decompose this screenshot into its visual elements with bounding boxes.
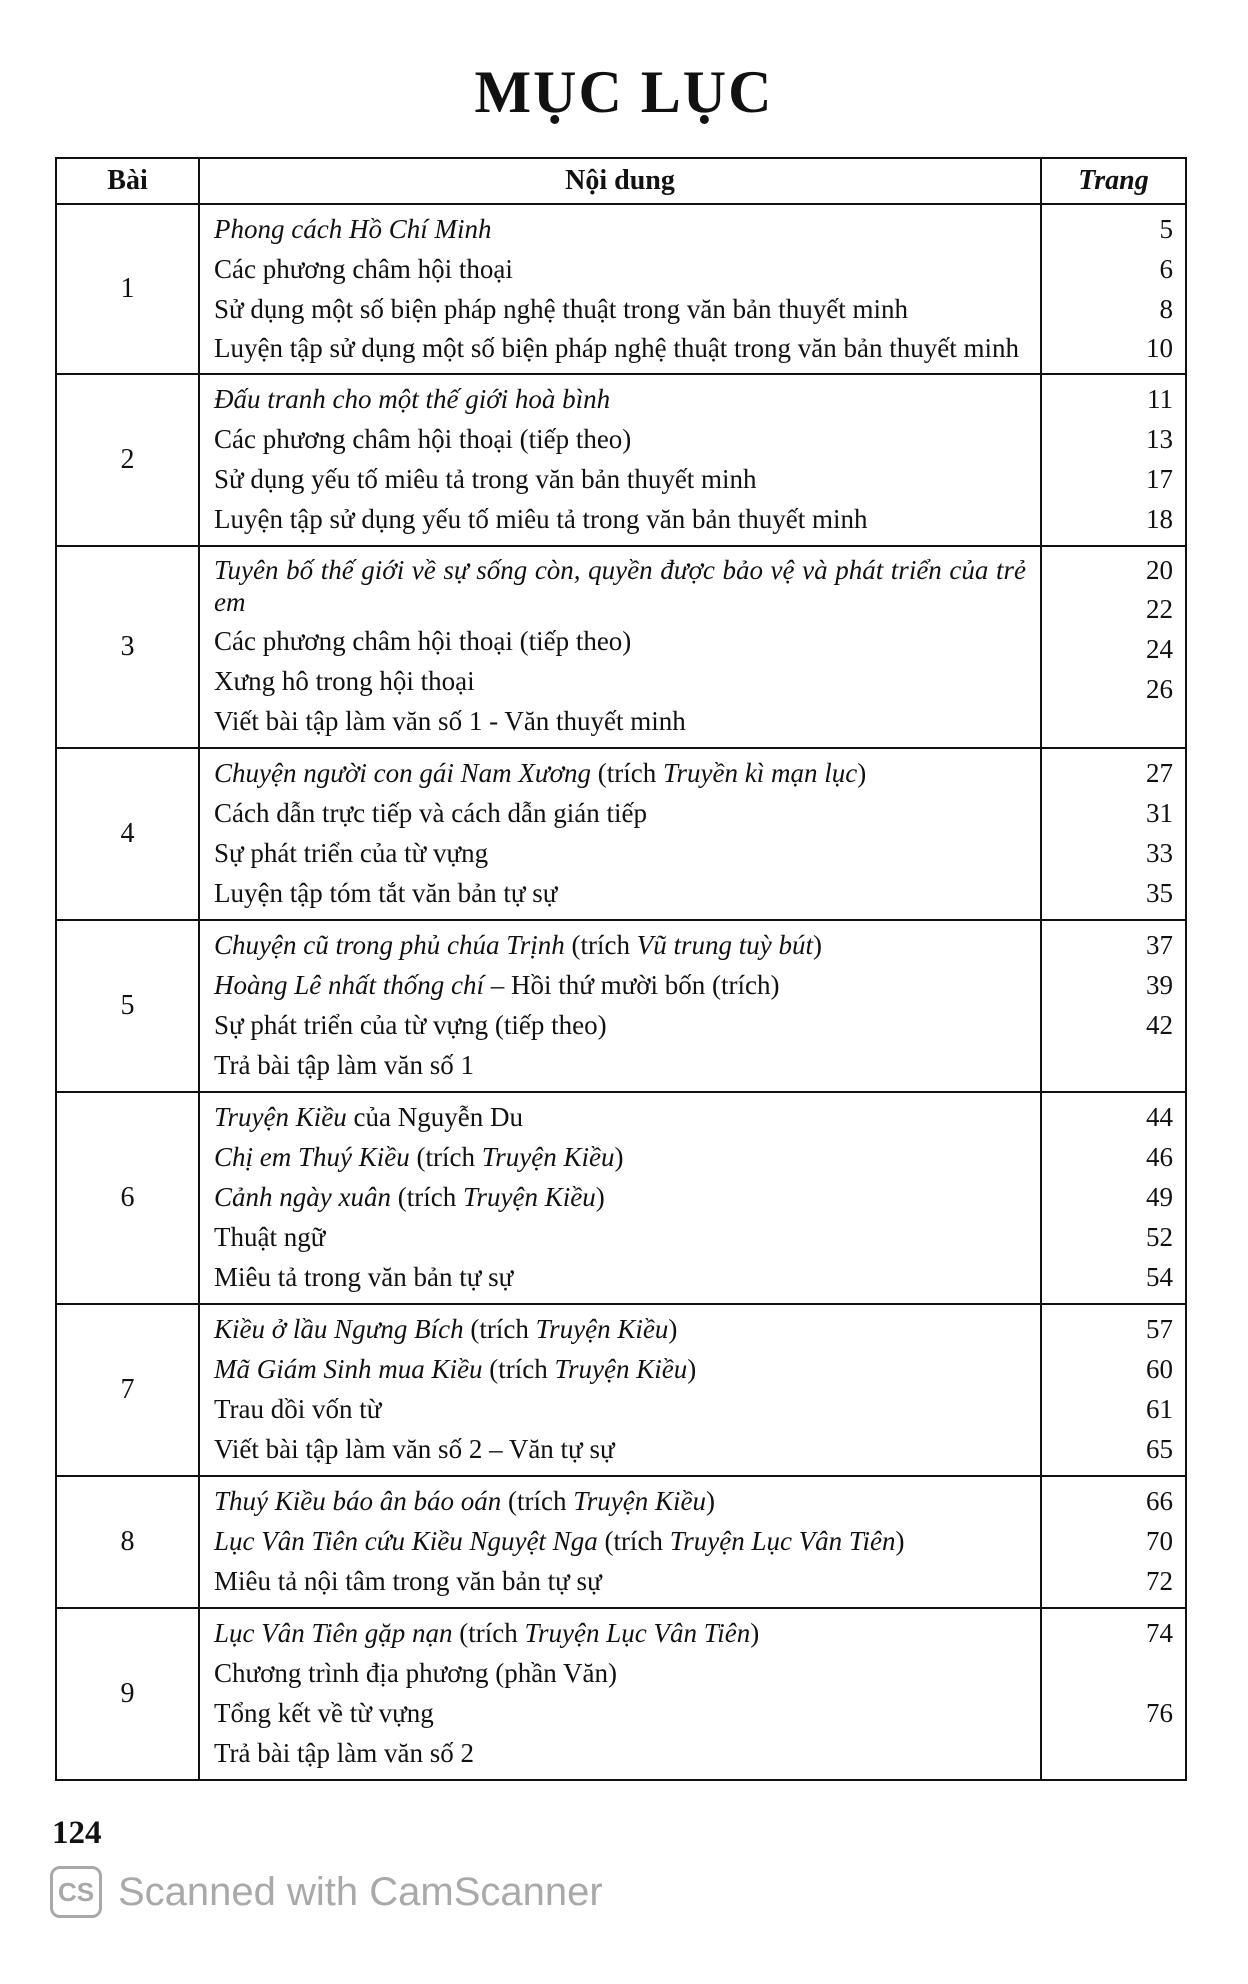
header-row [56,158,1186,204]
toc-entry [214,1561,1026,1601]
entry-text: Trả bài tập làm văn số 2 [214,1738,474,1768]
watermark-text: Scanned with CamScanner [118,1869,603,1914]
toc-entry [214,1653,1026,1693]
entry-text: Luyện tập tóm tắt văn bản tự sự [214,878,558,908]
toc-entry [214,701,1026,741]
entry-text: Sự phát triển của từ vựng (tiếp theo) [214,1010,607,1040]
entry-title-italic: Cảnh ngày xuân [214,1182,391,1212]
page-ref: 54 [1146,1262,1173,1292]
page-ref: 33 [1146,838,1173,868]
toc-entry [214,379,1026,419]
lesson-row [56,1608,1186,1780]
lesson-row [56,204,1186,374]
page-ref: 27 [1146,758,1173,788]
page-ref: 42 [1146,1010,1173,1040]
lesson-pages [1041,920,1186,1092]
page-ref: 44 [1146,1102,1173,1132]
entry-title-italic: Phong cách Hồ Chí Minh [214,214,492,244]
entry-text: (trích [501,1486,574,1516]
entry-title-italic: Lục Vân Tiên gặp nạn [214,1618,453,1648]
entry-title-italic: Truyện Lục Vân Tiên [669,1526,896,1556]
page-ref: 61 [1146,1394,1173,1424]
lesson-row [56,1476,1186,1608]
entry-text: Sử dụng một số biện pháp nghệ thuật trong văn bản thuyết minh [214,294,909,324]
entry-text: Tổng kết về từ vựng [214,1698,434,1728]
entry-title-italic: Truyện Kiều [214,1102,347,1132]
lesson-number: 7 [56,1304,199,1476]
toc-entry [214,1005,1026,1045]
header-bai: Bài [56,158,199,204]
entry-text: (trích [409,1142,482,1172]
toc-entry [214,1733,1026,1773]
lesson-row [56,374,1186,546]
lesson-row [56,920,1186,1092]
entry-title-italic: Chuyện cũ trong phủ chúa Trịnh [214,930,565,960]
entry-title-italic: Mã Giám Sinh mua Kiều [214,1354,483,1384]
toc-entry [214,419,1026,459]
lesson-content [199,1092,1041,1304]
page-ref [1046,1653,1173,1693]
entry-text: Xưng hô trong hội thoại [214,666,475,696]
page-ref: 31 [1146,798,1173,828]
entry-text: ) [614,1142,624,1172]
toc-entry [214,1097,1026,1137]
toc-entry [214,551,1026,621]
page-ref: 57 [1146,1314,1173,1344]
toc-entry [214,873,1026,913]
toc-entry [214,965,1026,1005]
page-ref: 39 [1146,970,1173,1000]
page-ref: 6 [1159,254,1173,284]
page-ref: 13 [1146,424,1173,454]
entry-text: ) [812,930,822,960]
toc-entry [214,329,1026,367]
entry-title-italic: Truyện Kiều [481,1142,615,1172]
page-ref: 18 [1146,504,1173,534]
toc-entry [214,1429,1026,1469]
camscanner-watermark [50,1862,603,1922]
lesson-number: 1 [56,204,199,374]
page-ref: 24 [1146,634,1173,664]
entry-text: Sự phát triển của từ vựng [214,838,489,868]
toc-entry [214,289,1026,329]
entry-text: Chương trình địa phương (phần Văn) [214,1658,618,1688]
toc-entry [214,753,1026,793]
lesson-row [56,1092,1186,1304]
lesson-row [56,1304,1186,1476]
toc-entry [214,833,1026,873]
lesson-number: 3 [56,546,199,748]
lesson-row [56,748,1186,920]
toc-entry [214,1137,1026,1177]
entry-title-italic: Truyện Lục Vân Tiên [524,1618,751,1648]
entry-text: (trích [463,1314,536,1344]
toc-entry [214,1481,1026,1521]
lesson-pages [1041,546,1186,748]
entry-text: Viết bài tập làm văn số 1 - Văn thuyết minh [214,706,686,736]
entry-title-italic: Lục Vân Tiên cứu Kiều Nguyệt Nga [214,1526,598,1556]
entry-text: Viết bài tập làm văn số 2 – Văn tự sự [214,1434,615,1464]
header-noi-dung: Nội dung [199,158,1041,204]
toc-entry [214,793,1026,833]
entry-text: của Nguyễn Du [346,1102,523,1132]
entry-title-italic: Chuyện người con gái Nam Xương [214,758,591,788]
page-ref: 49 [1146,1182,1173,1212]
table-of-contents [55,157,1187,1781]
entry-text: ) [595,1182,605,1212]
entry-text: Cách dẫn trực tiếp và cách dẫn gián tiếp [214,798,647,828]
toc-entry [214,1309,1026,1349]
entry-title-italic: Truyền kì mạn lục [662,758,858,788]
lesson-number: 5 [56,920,199,1092]
entry-text: (trích [597,1526,670,1556]
lesson-content [199,1304,1041,1476]
entry-text: (trích [564,930,637,960]
page-ref: 5 [1159,214,1173,244]
lesson-pages [1041,374,1186,546]
entry-text: ) [857,758,867,788]
entry-text: ) [668,1314,678,1344]
lesson-number: 8 [56,1476,199,1608]
toc-entry [214,621,1026,661]
entry-text: Luyện tập sử dụng yếu tố miêu tả trong văn bản thuyết minh [214,504,868,534]
entry-text: Các phương châm hội thoại [214,254,513,284]
lesson-pages [1041,1476,1186,1608]
toc-entry [214,661,1026,701]
page-number: 124 [52,1815,102,1851]
entry-text: (trích [390,1182,463,1212]
lesson-content [199,1476,1041,1608]
entry-text: Các phương châm hội thoại (tiếp theo) [214,626,632,656]
page-ref: 76 [1146,1698,1173,1728]
entry-title-italic: Kiều ở lầu Ngưng Bích [214,1314,464,1344]
toc-entry [214,1349,1026,1389]
page-ref: 35 [1146,878,1173,908]
toc-entry [214,1521,1026,1561]
lesson-content [199,748,1041,920]
toc-entry [214,1177,1026,1217]
page-ref: 74 [1146,1618,1173,1648]
lesson-pages [1041,748,1186,920]
page-ref: 8 [1159,294,1173,324]
page-ref: 37 [1146,930,1173,960]
page-ref: 22 [1146,594,1173,624]
entry-title-italic: Thuý Kiều báo ân báo oán [214,1486,502,1516]
page-ref: 72 [1146,1566,1173,1596]
page-ref: 11 [1147,384,1173,414]
entry-title-italic: Truyện Kiều [462,1182,596,1212]
toc-entry [214,499,1026,539]
toc-body [56,204,1186,1780]
lesson-pages [1041,204,1186,374]
lesson-number: 6 [56,1092,199,1304]
page-ref: 17 [1146,464,1173,494]
lesson-pages [1041,1608,1186,1780]
page-ref: 26 [1146,674,1173,704]
lesson-pages [1041,1092,1186,1304]
entry-text: (trích [482,1354,555,1384]
entry-text: (trích [591,758,663,788]
entry-text: ) [687,1354,697,1384]
toc-entry [214,925,1026,965]
entry-text: ) [750,1618,760,1648]
entry-title-italic: Hoàng Lê nhất thống chí [214,970,484,1000]
entry-text: Trau dồi vốn từ [214,1394,382,1424]
toc-entry [214,1217,1026,1257]
entry-title-italic: Đấu tranh cho một thế giới hoà bình [214,384,611,414]
page-ref: 10 [1146,333,1173,363]
toc-entry [214,1389,1026,1429]
toc-entry [214,1693,1026,1733]
entry-text: ) [895,1526,905,1556]
entry-title-italic: Vũ trung tuỳ bút [636,930,813,960]
page-ref: 52 [1146,1222,1173,1252]
lesson-pages [1041,1304,1186,1476]
header-trang: Trang [1041,158,1186,204]
page-ref: 20 [1146,555,1173,585]
page-ref: 60 [1146,1354,1173,1384]
page-ref [1046,1733,1173,1773]
entry-text: Sử dụng yếu tố miêu tả trong văn bản thuyết minh [214,464,757,494]
entry-title-italic: Truyện Kiều [535,1314,669,1344]
camscanner-logo-icon: CS [50,1866,102,1918]
entry-title-italic: Chị em Thuý Kiều [214,1142,410,1172]
lesson-number: 2 [56,374,199,546]
entry-text: Miêu tả trong văn bản tự sự [214,1262,514,1292]
entry-title-italic: Truyện Kiều [554,1354,688,1384]
lesson-content [199,1608,1041,1780]
entry-text: Các phương châm hội thoại (tiếp theo) [214,424,632,454]
lesson-number: 4 [56,748,199,920]
page-ref: 66 [1146,1486,1173,1516]
lesson-content [199,374,1041,546]
lesson-number: 9 [56,1608,199,1780]
page-title: MỤC LỤC [474,59,774,125]
toc-entry [214,1613,1026,1653]
toc-entry [214,209,1026,249]
page-ref: 46 [1146,1142,1173,1172]
entry-text: (trích [452,1618,525,1648]
page-ref: 65 [1146,1434,1173,1464]
entry-text: Thuật ngữ [214,1222,326,1252]
page-ref: 70 [1146,1526,1173,1556]
toc-entry [214,1045,1026,1085]
entry-title-italic: Truyện Kiều [573,1486,706,1516]
entry-title-italic: Tuyên bố thế giới về sự sống còn, quyền được bảo vệ và phát triển của trẻ em [214,555,1026,617]
entry-text: Trả bài tập làm văn số 1 [214,1050,474,1080]
lesson-content [199,920,1041,1092]
entry-text: ) [705,1486,715,1516]
toc-entry [214,459,1026,499]
entry-text: – Hồi thứ mười bốn (trích) [484,970,780,1000]
entry-text: Luyện tập sử dụng một số biện pháp nghệ thuật trong văn bản thuyết minh [214,333,1020,363]
lesson-row [56,546,1186,748]
lesson-content [199,546,1041,748]
lesson-content [199,204,1041,374]
toc-entry [214,1257,1026,1297]
toc-entry [214,249,1026,289]
entry-text: Miêu tả nội tâm trong văn bản tự sự [214,1566,602,1596]
